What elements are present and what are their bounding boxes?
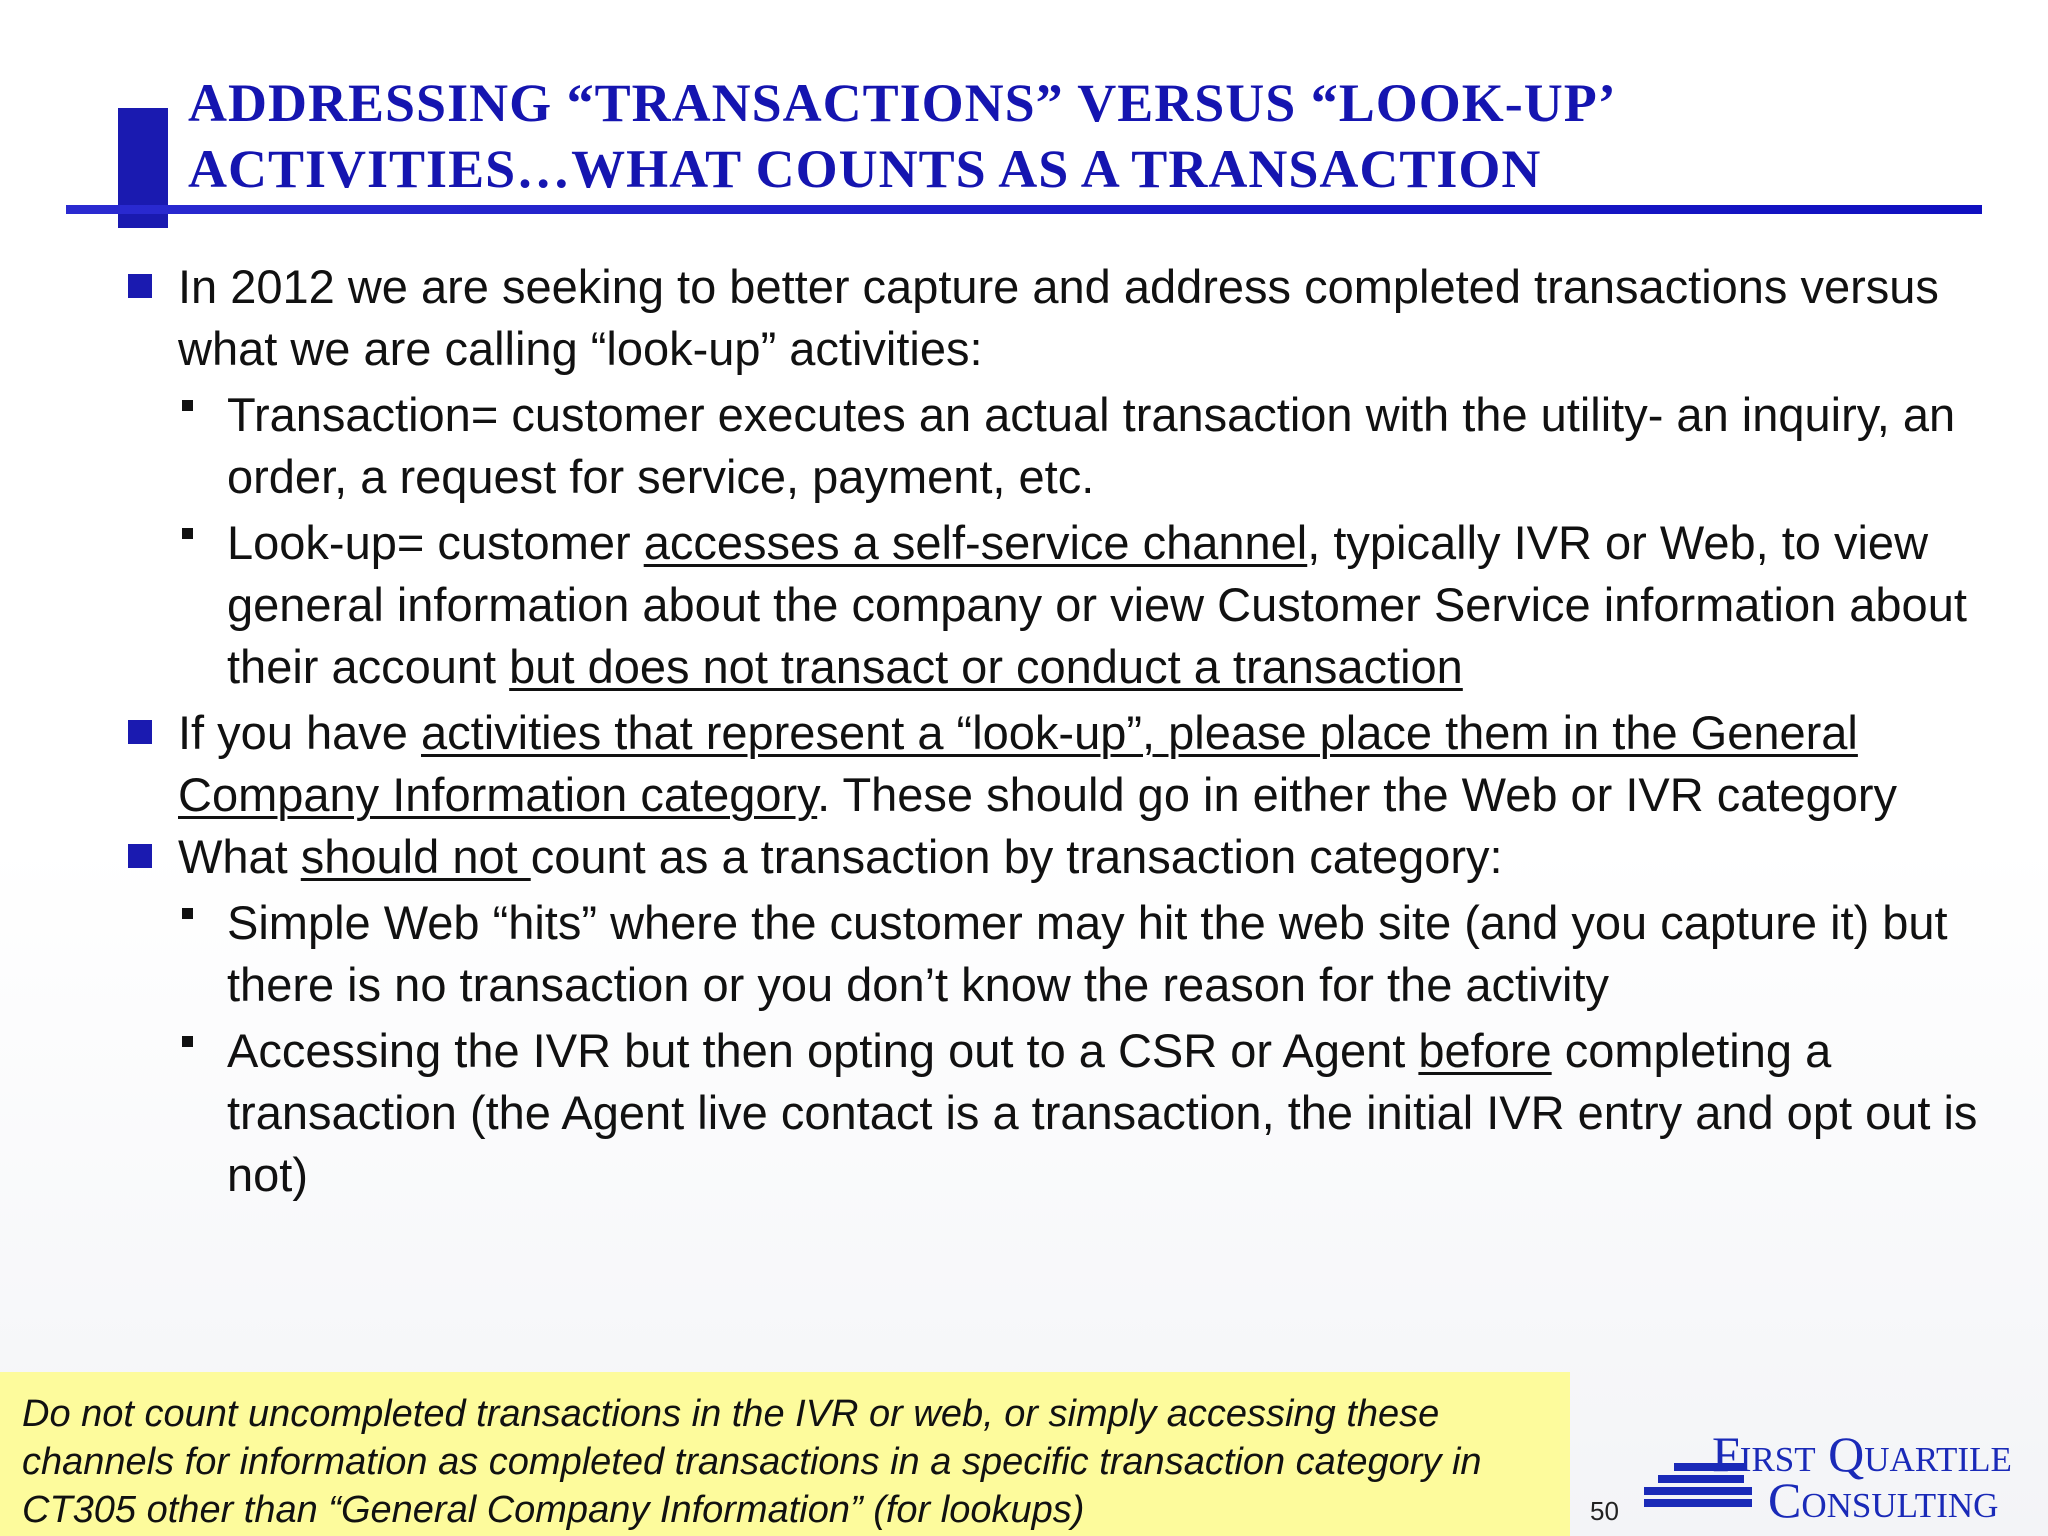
small-square-bullet-icon <box>182 528 193 539</box>
slide-body <box>128 256 1978 1210</box>
slide-title <box>188 70 1968 202</box>
square-bullet-icon <box>128 274 152 298</box>
square-bullet-icon <box>128 720 152 744</box>
bullet-2012-goal: In 2012 we are seeking to better capture and address completed transactions versus what we are calling “look-up” activities: <box>128 256 1978 380</box>
sub-bullet-ivr-opt-out: Accessing the IVR but then opting out to a CSR or Agent before completing a transaction (the Agent live contact is a transaction, the initial IVR entry and opt out is not) <box>128 1020 1978 1206</box>
first-quartile-logo <box>1640 1425 2040 1528</box>
logo-text-line-1: First Quartile <box>1712 1426 2012 1482</box>
small-square-bullet-icon <box>182 1036 193 1047</box>
bullet-lookup-placement: If you have activities that represent a “look-up”, please place them in the General Company Information category. These should go in either the Web or IVR category <box>128 702 1978 826</box>
logo-text-line-2: Consulting <box>1768 1472 1999 1528</box>
square-bullet-icon <box>128 844 152 868</box>
bullet-should-not-count: What should not count as a transaction by transaction category: <box>128 826 1978 888</box>
callout-note: Do not count uncompleted transactions in the IVR or web, or simply accessing these channels for information as completed transactions in a specific transaction category in CT305 other than “General Company Information” (for lookups) <box>0 1372 1570 1536</box>
title-underline-rule <box>66 205 1982 214</box>
small-square-bullet-icon <box>182 400 193 411</box>
sub-bullet-lookup-definition: Look-up= customer accesses a self-service channel, typically IVR or Web, to view general information about the company or view Customer Service information about their account but does not transact or conduct a transaction <box>128 512 1978 698</box>
title-line-2: ACTIVITIES…WHAT COUNTS AS A TRANSACTION <box>188 139 1542 199</box>
page-number: 50 <box>1590 1496 1619 1526</box>
sub-bullet-web-hits: Simple Web “hits” where the customer may hit the web site (and you capture it) but there is no transaction or you don’t know the reason for the activity <box>128 892 1978 1016</box>
title-line-1: ADDRESSING “TRANSACTIONS” VERSUS “LOOK-UP’ <box>188 73 1617 133</box>
sub-bullet-transaction-definition: Transaction= customer executes an actual transaction with the utility- an inquiry, an order, a request for service, payment, etc. <box>128 384 1978 508</box>
small-square-bullet-icon <box>182 908 193 919</box>
